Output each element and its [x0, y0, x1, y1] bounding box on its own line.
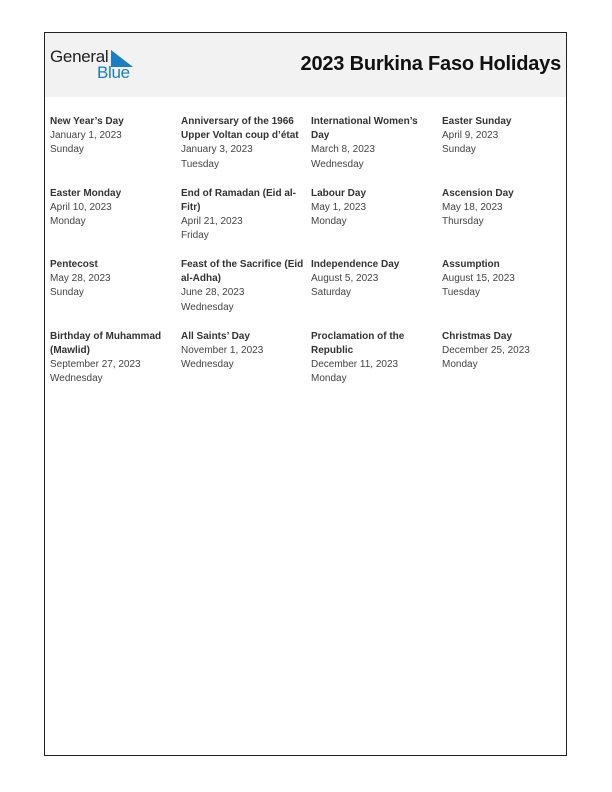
holiday-item [442, 330, 568, 373]
holiday-name: Anniversary of the 1966 Upper Voltan coup d’état [181, 116, 299, 142]
holiday-name: Pentecost [50, 259, 98, 270]
holiday-weekday: Tuesday [442, 287, 480, 299]
holiday-item [181, 330, 307, 373]
holiday-weekday: Friday [181, 230, 209, 242]
holiday-row [50, 187, 570, 259]
holiday-date: November 1, 2023 [181, 344, 264, 356]
holiday-weekday: Sunday [50, 144, 84, 156]
holiday-item [50, 330, 176, 387]
holiday-item [181, 258, 307, 315]
holiday-weekday: Wednesday [50, 373, 103, 385]
holiday-weekday: Monday [442, 358, 478, 370]
holiday-weekday: Wednesday [311, 158, 364, 170]
holiday-weekday: Sunday [50, 287, 84, 299]
holiday-row [50, 330, 570, 402]
holiday-item [311, 115, 437, 172]
holiday-weekday: Monday [311, 373, 347, 385]
holiday-name: Independence Day [311, 259, 400, 270]
holiday-date: August 5, 2023 [311, 273, 379, 285]
holiday-item [311, 187, 437, 230]
holiday-date: January 1, 2023 [50, 130, 122, 142]
holiday-date: June 28, 2023 [181, 287, 245, 299]
logo-text-blue: Blue [97, 63, 130, 82]
holiday-item [311, 258, 437, 301]
holiday-weekday: Saturday [311, 287, 352, 299]
holiday-date: May 28, 2023 [50, 273, 111, 285]
holiday-name: New Year’s Day [50, 116, 124, 127]
brand-logo[interactable] [50, 47, 140, 87]
holiday-date: December 11, 2023 [311, 358, 399, 370]
holiday-name: End of Ramadan (Eid al-Fitr) [181, 187, 297, 213]
holiday-name: Ascension Day [442, 187, 514, 199]
holiday-item [311, 330, 437, 387]
page-frame [44, 32, 567, 756]
holiday-item [50, 258, 176, 301]
holiday-name: Birthday of Muhammad (Mawlid) [50, 330, 162, 356]
holiday-date: August 15, 2023 [442, 273, 515, 285]
holiday-name: Easter Sunday [442, 116, 512, 127]
holiday-name: Feast of the Sacrifice (Eid al-Adha) [181, 259, 304, 285]
logo-text-general: General [50, 47, 109, 66]
holiday-date: April 21, 2023 [181, 215, 243, 227]
holiday-name: Easter Monday [50, 187, 122, 199]
holiday-weekday: Tuesday [181, 158, 219, 170]
holiday-name: Assumption [442, 259, 500, 270]
holiday-date: May 1, 2023 [311, 201, 367, 213]
holiday-name: Proclamation of the Republic [311, 330, 405, 356]
holiday-item [442, 115, 568, 158]
holiday-row [50, 115, 570, 187]
holiday-name: Christmas Day [442, 330, 513, 342]
holiday-item [181, 187, 307, 244]
holiday-date: April 10, 2023 [50, 201, 112, 213]
holiday-grid [50, 115, 570, 401]
holiday-weekday: Monday [311, 215, 347, 227]
holiday-item [50, 115, 176, 158]
holiday-date: April 9, 2023 [442, 130, 499, 142]
holiday-item [442, 258, 568, 301]
holiday-weekday: Wednesday [181, 358, 234, 370]
holiday-name: Labour Day [311, 187, 367, 199]
holiday-item [181, 115, 307, 172]
holiday-date: September 27, 2023 [50, 358, 141, 370]
holiday-weekday: Monday [50, 215, 86, 227]
holiday-date: December 25, 2023 [442, 344, 530, 356]
header [45, 33, 566, 97]
page-title: 2023 Burkina Faso Holidays [300, 53, 561, 75]
holiday-date: May 18, 2023 [442, 201, 503, 213]
holiday-date: January 3, 2023 [181, 144, 253, 156]
holiday-name: All Saints’ Day [181, 330, 250, 342]
holiday-weekday: Sunday [442, 144, 476, 156]
holiday-name: International Women’s Day [311, 116, 418, 142]
holiday-date: March 8, 2023 [311, 144, 375, 156]
holiday-item [50, 187, 176, 230]
holiday-row [50, 258, 570, 330]
holiday-weekday: Thursday [442, 215, 484, 227]
holiday-weekday: Wednesday [181, 301, 234, 313]
holiday-item [442, 187, 568, 230]
